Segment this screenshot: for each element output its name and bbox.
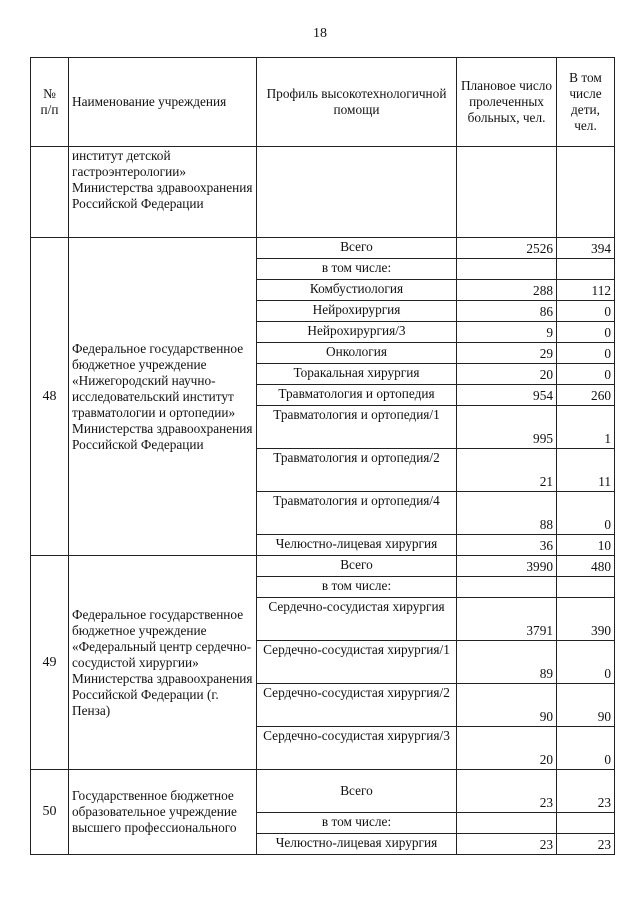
- header-children: В том числе дети, чел.: [557, 58, 615, 147]
- row-profile: Челюстно-лицевая хирургия: [257, 834, 457, 855]
- header-name: Наименование учреждения: [69, 58, 257, 147]
- row-children: 11: [557, 449, 615, 492]
- row-profile: Всего: [257, 556, 457, 577]
- row-profile: [257, 147, 457, 238]
- table-row: [31, 556, 615, 577]
- institution-name: институт детской гастроэнтерологии» Министерства здравоохранения Российской Федерации: [69, 147, 257, 238]
- row-profile: Сердечно-сосудистая хирургия: [257, 598, 457, 641]
- row-profile: Травматология и ортопедия/2: [257, 449, 457, 492]
- row-children: [557, 259, 615, 280]
- row-children: 0: [557, 727, 615, 770]
- table-row: [31, 147, 615, 238]
- row-children: 10: [557, 535, 615, 556]
- row-profile: Сердечно-сосудистая хирургия/1: [257, 641, 457, 684]
- row-profile: Травматология и ортопедия: [257, 385, 457, 406]
- row-children: 0: [557, 364, 615, 385]
- header-planned: Плановое число пролеченных больных, чел.: [457, 58, 557, 147]
- row-profile: в том числе:: [257, 577, 457, 598]
- row-children: 23: [557, 770, 615, 813]
- institution-num: 49: [31, 556, 69, 770]
- row-planned: 21: [457, 449, 557, 492]
- row-planned: 36: [457, 535, 557, 556]
- row-children: 0: [557, 322, 615, 343]
- row-planned: 288: [457, 280, 557, 301]
- row-profile: Челюстно-лицевая хирургия: [257, 535, 457, 556]
- table-row: [31, 770, 615, 813]
- header-num: № п/п: [31, 58, 69, 147]
- row-planned: 23: [457, 770, 557, 813]
- row-planned: 88: [457, 492, 557, 535]
- row-planned: 20: [457, 364, 557, 385]
- institution-name: Федеральное государственное бюджетное учреждение «Федеральный центр сердечно-сосудистой хирургии» Министерства здравоохранения Российской Федерации (г. Пенза): [69, 556, 257, 770]
- row-planned: 29: [457, 343, 557, 364]
- row-profile: Сердечно-сосудистая хирургия/3: [257, 727, 457, 770]
- row-planned: 3990: [457, 556, 557, 577]
- header-profile: Профиль высокотехнологичной помощи: [257, 58, 457, 147]
- institution-num: 50: [31, 770, 69, 855]
- institution-name: Федеральное государственное бюджетное учреждение «Нижегородский научно-исследовательский институт травматологии и ортопедии» Министерства здравоохранения Российской Федерации: [69, 238, 257, 556]
- row-children: [557, 147, 615, 238]
- institutions-table: [30, 57, 615, 855]
- row-planned: 90: [457, 684, 557, 727]
- row-children: [557, 577, 615, 598]
- row-planned: 86: [457, 301, 557, 322]
- row-children: [557, 813, 615, 834]
- row-planned: [457, 577, 557, 598]
- row-children: 0: [557, 301, 615, 322]
- row-planned: [457, 147, 557, 238]
- institution-num: 48: [31, 238, 69, 556]
- row-children: 260: [557, 385, 615, 406]
- row-planned: 995: [457, 406, 557, 449]
- row-children: 394: [557, 238, 615, 259]
- row-profile: Травматология и ортопедия/1: [257, 406, 457, 449]
- row-planned: 2526: [457, 238, 557, 259]
- row-children: 112: [557, 280, 615, 301]
- row-planned: 9: [457, 322, 557, 343]
- row-children: 390: [557, 598, 615, 641]
- row-profile: Травматология и ортопедия/4: [257, 492, 457, 535]
- row-planned: [457, 259, 557, 280]
- row-profile: Нейрохирургия/3: [257, 322, 457, 343]
- row-planned: 23: [457, 834, 557, 855]
- row-children: 0: [557, 492, 615, 535]
- row-profile: в том числе:: [257, 259, 457, 280]
- row-planned: 3791: [457, 598, 557, 641]
- row-planned: 89: [457, 641, 557, 684]
- row-planned: [457, 813, 557, 834]
- page-number: 18: [313, 26, 327, 41]
- row-profile: Всего: [257, 238, 457, 259]
- row-children: 90: [557, 684, 615, 727]
- row-profile: Онкология: [257, 343, 457, 364]
- row-num: [31, 147, 69, 238]
- row-profile: Сердечно-сосудистая хирургия/2: [257, 684, 457, 727]
- institution-name: Государственное бюджетное образовательное учреждение высшего профессионального: [69, 770, 257, 855]
- row-profile: Нейрохирургия: [257, 301, 457, 322]
- row-children: 1: [557, 406, 615, 449]
- table-row: [31, 238, 615, 259]
- row-profile: Всего: [257, 770, 457, 813]
- row-planned: 20: [457, 727, 557, 770]
- row-children: 23: [557, 834, 615, 855]
- row-children: 0: [557, 343, 615, 364]
- row-profile: в том числе:: [257, 813, 457, 834]
- row-planned: 954: [457, 385, 557, 406]
- row-profile: Торакальная хирургия: [257, 364, 457, 385]
- row-profile: Комбустиология: [257, 280, 457, 301]
- row-children: 0: [557, 641, 615, 684]
- table-header-row: [31, 58, 615, 147]
- row-children: 480: [557, 556, 615, 577]
